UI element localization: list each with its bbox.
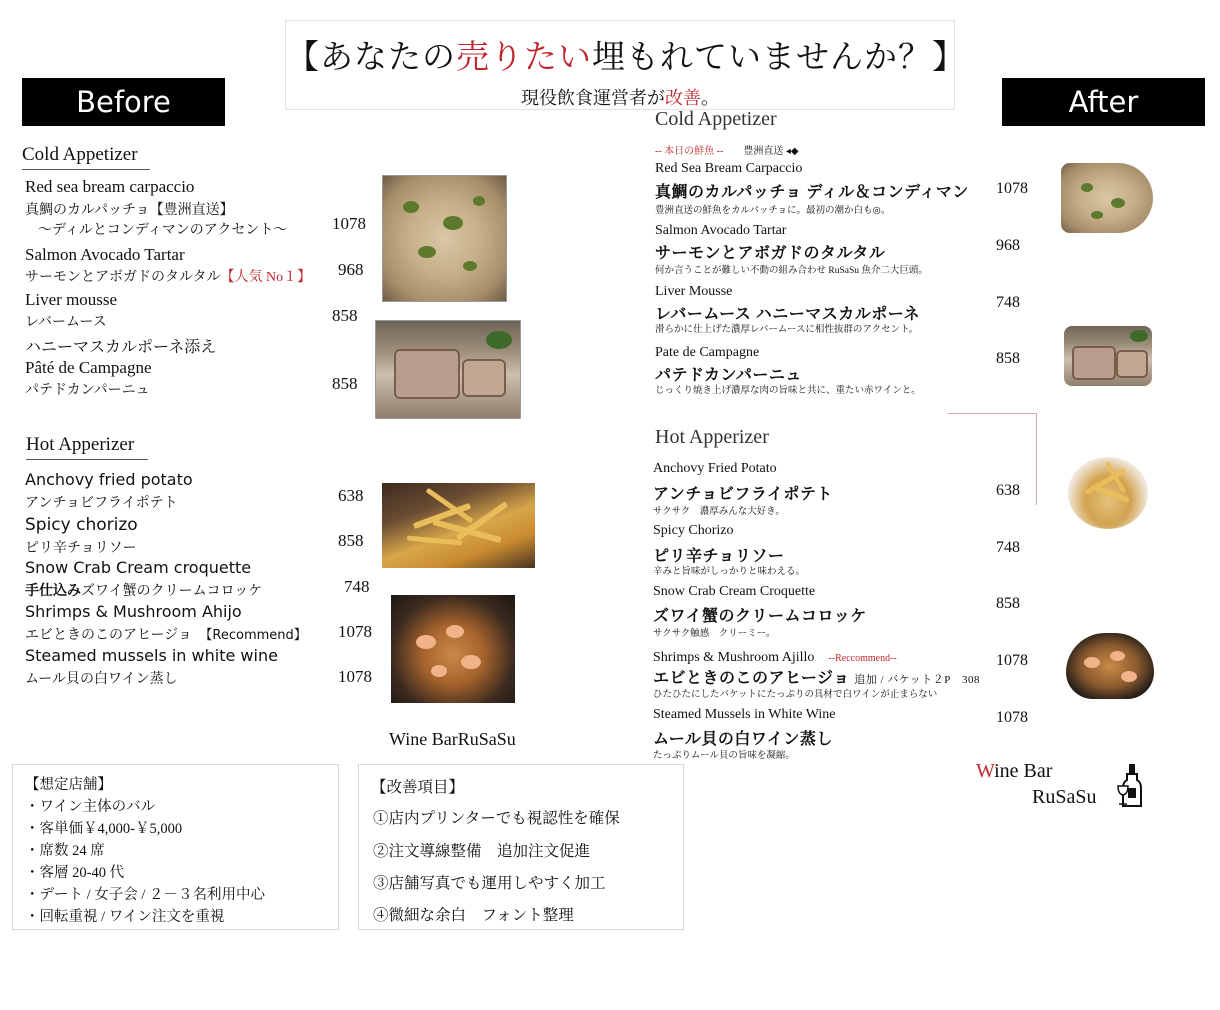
headline: 【あなたの売りたい埋もれていませんか？】 [286, 40, 966, 76]
shop-info-title: 【想定店舗】 [25, 777, 112, 793]
subheadline: 現役飲食運営者が改善。 [521, 88, 719, 108]
after-item-desc: 辛みと旨味がしっかりと味わえる。 [653, 567, 806, 577]
after-item-en: Salmon Avocado Tartar [655, 223, 787, 238]
before-item-en: Pâté de Campagne [25, 358, 152, 377]
after-item-desc: サクサク 濃厚みんな大好き。 [653, 507, 785, 517]
improvement-line: ①店内プリンターでも視認性を確保 [373, 810, 620, 827]
after-item-en: Liver Mousse [655, 284, 733, 299]
after-item-jp: アンチョビフライポテト [653, 486, 833, 503]
before-item-jp: 真鯛のカルパッチョ【豊洲直送】 [25, 203, 234, 218]
after-item-desc: じっくり焼き上げ濃厚な肉の旨味と共に、重たい赤ワインと。 [655, 386, 921, 396]
after-item-en: Spicy Chorizo [653, 523, 734, 538]
after-item-en: Steamed Mussels in White Wine [653, 707, 836, 722]
wine-bottle-icon [1116, 762, 1142, 812]
after-item-price: 748 [996, 294, 1020, 311]
before-item-price: 968 [338, 260, 364, 279]
after-item-jp: エビときのこのアヒージョ 追加 / バケット２P 308 [653, 670, 980, 687]
before-item-price: 748 [344, 577, 370, 596]
after-item-price: 1078 [996, 709, 1028, 726]
before-item-jp2: ～ディルとコンディマンのアクセント～ [38, 223, 288, 238]
before-item-jp: 手仕込みズワイ蟹のクリームコロッケ [25, 583, 263, 599]
after-item-en: Shrimps & Mushroom Ajillo --Reccommend-- [653, 650, 897, 665]
before-item-price: 1078 [332, 214, 366, 233]
improvement-line: ④微細な余白 フォント整理 [373, 907, 574, 924]
before-item-jp: サーモンとアボガドのタルタル【人気 No１】 [25, 270, 312, 285]
after-item-desc: 滑らかに仕上げた濃厚レバームースに相性抜群のアクセント。 [655, 325, 919, 335]
before-item-en: Red sea bream carpaccio [25, 177, 195, 196]
before-item-price: 1078 [338, 667, 372, 686]
before-item-jp: エビときのこのアヒージョ 【Recommend】 [25, 628, 307, 643]
after-logo-line2: RuSaSu [1032, 786, 1097, 808]
after-item-desc: 豊洲直送の鮮魚をカルパッチョに。最初の潮か白も◎。 [655, 206, 891, 216]
before-item-en: Spicy chorizo [25, 515, 138, 535]
after-item-desc: サクサク触感 クリーミー。 [653, 629, 776, 639]
after-item-price: 858 [996, 350, 1020, 367]
before-item-jp2: ハニーマスカルポーネ添え [25, 339, 217, 356]
after-item-desc: たっぷりムール貝の旨味を凝縮。 [653, 751, 795, 761]
before-item-en: Anchovy fried potato [25, 470, 193, 489]
improvement-line: ②注文導線整備 追加注文促進 [373, 843, 591, 860]
shop-info-line: ・回転重視 / ワイン注文を重視 [25, 909, 225, 925]
carpaccio-photo [382, 175, 507, 302]
shop-info-line: ・ワイン主体のバル [25, 799, 156, 815]
before-shop-name: Wine BarRuSaSu [389, 729, 516, 749]
shop-info-box [12, 764, 339, 930]
after-item-desc: ひたひたにしたバケットにたっぷりの具材で白ワインが止まらない [653, 690, 938, 700]
ahijo-photo [391, 595, 515, 703]
fries-photo [382, 483, 535, 568]
before-hot-title: Hot Apperizer [26, 434, 148, 460]
before-item-en: Salmon Avocado Tartar [25, 245, 185, 264]
after-tag: After [1002, 78, 1205, 126]
after-item-price: 858 [996, 595, 1020, 612]
after-item-en: Red Sea Bream Carpaccio [655, 161, 803, 176]
improvement-box [358, 764, 684, 930]
shop-info-line: ・席数 24 席 [25, 843, 105, 859]
after-item-en: Anchovy Fried Potato [653, 461, 777, 476]
after-item-price: 1078 [996, 652, 1028, 669]
before-item-en: Liver mousse [25, 290, 118, 309]
after-item-price: 638 [996, 482, 1020, 499]
fish-icon: ◂◆ [783, 146, 799, 157]
before-item-en: Steamed mussels in white wine [25, 646, 278, 665]
after-hot-title: Hot Apperizer [655, 426, 769, 448]
before-item-price: 858 [338, 531, 364, 550]
before-item-jp: パテドカンパーニュ [25, 383, 150, 398]
before-item-jp: ムール貝の白ワイン蒸し [25, 672, 178, 687]
improvement-title: 【改善項目】 [371, 779, 465, 796]
after-item-price: 1078 [996, 180, 1028, 197]
before-item-jp: レバームース [25, 315, 107, 330]
before-item-price: 1078 [338, 622, 372, 641]
shop-info-line: ・客単価￥4,000-￥5,000 [25, 821, 183, 837]
headline-box [285, 20, 966, 110]
after-logo-line1: Wine Bar [976, 760, 1053, 782]
after-item-jp: ピリ辛チョリソー [653, 548, 785, 565]
before-item-price: 638 [338, 486, 364, 505]
ahijo-photo [1066, 633, 1154, 699]
after-item-price: 968 [996, 237, 1020, 254]
after-item-price: 748 [996, 539, 1020, 556]
before-item-price: 858 [332, 306, 358, 325]
after-item-en: Snow Crab Cream Croquette [653, 584, 816, 599]
after-item-en: Pate de Campagne [655, 345, 760, 360]
before-item-en: Shrimps & Mushroom Ahijo [25, 602, 242, 621]
after-item-jp: サーモンとアボガドのタルタル [655, 245, 886, 262]
before-item-jp: ピリ辛チョリソー [25, 541, 137, 556]
after-item-jp: ズワイ蟹のクリームコロッケ [653, 608, 867, 625]
carpaccio-photo [1061, 163, 1153, 233]
after-cold-title: Cold Appetizer [655, 108, 777, 130]
shop-info-line: ・客層 20-40 代 [25, 865, 125, 881]
after-item-desc: 何か言うことが難しい不動の組み合わせ RuSaSu 魚介二大巨頭。 [655, 266, 928, 276]
before-item-price: 858 [332, 374, 358, 393]
after-item-jp: ムール貝の白ワイン蒸し [653, 731, 833, 748]
after-item-jp: レバームース ハニーマスカルポーネ [655, 306, 920, 323]
fries-photo [1068, 457, 1148, 529]
before-item-jp: アンチョビフライポテト [25, 496, 178, 511]
before-tag: Before [22, 78, 225, 126]
after-item-jp: 真鯛のカルパッチョ ディル＆コンディマン [655, 184, 969, 201]
divider-line [948, 413, 1036, 414]
pate-photo [1064, 326, 1152, 386]
before-cold-title: Cold Appetizer [22, 144, 150, 170]
shop-info-line: ・デート / 女子会 / ２－３名利用中心 [25, 887, 266, 903]
before-item-en: Snow Crab Cream croquette [25, 558, 252, 577]
improvement-line: ③店舗写真でも運用しやすく加工 [373, 875, 606, 892]
after-fresh-note: -- 本日の鮮魚 -- 豊洲直送 ◂◆ [655, 146, 799, 157]
after-item-jp: パテドカンパーニュ [655, 367, 802, 384]
pate-photo [375, 320, 521, 419]
divider-line [1036, 413, 1037, 505]
